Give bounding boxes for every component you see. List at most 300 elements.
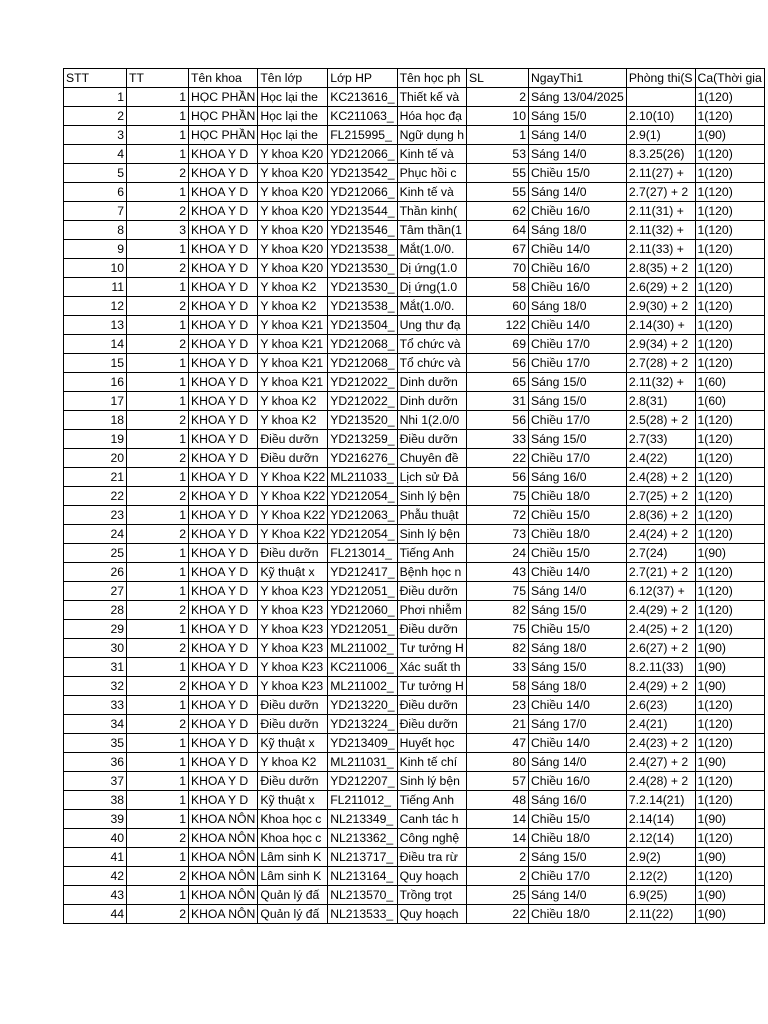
cell-ca-thi[interactable]: 1(120) [695,221,764,240]
cell-ca-thi[interactable]: 1(60) [695,373,764,392]
cell-phong-thi[interactable]: 2.9(2) [626,848,695,867]
cell-ten-lop[interactable]: Điều dưỡn [258,696,328,715]
cell-sl[interactable]: 53 [466,145,528,164]
cell-phong-thi[interactable]: 2.4(25) + 2 [626,620,695,639]
cell-ten-hoc-phan[interactable]: Công nghệ [397,829,466,848]
cell-tt[interactable]: 1 [127,88,189,107]
cell-ten-khoa[interactable]: KHOA Y D [189,715,258,734]
cell-sl[interactable]: 33 [466,430,528,449]
cell-lop-hp[interactable]: ML211031_ [328,753,397,772]
cell-tt[interactable]: 1 [127,107,189,126]
cell-sl[interactable]: 80 [466,753,528,772]
cell-ca-thi[interactable]: 1(120) [695,278,764,297]
cell-lop-hp[interactable]: YD213538_ [328,297,397,316]
cell-phong-thi[interactable]: 8.2.11(33) [626,658,695,677]
cell-lop-hp[interactable]: FL213014_ [328,544,397,563]
cell-stt[interactable]: 7 [64,202,127,221]
cell-phong-thi[interactable]: 8.3.25(26) [626,145,695,164]
header-sl[interactable]: SL [466,69,528,88]
cell-ngay-thi[interactable]: Chiều 16/0 [528,278,626,297]
cell-sl[interactable]: 2 [466,88,528,107]
cell-ten-lop[interactable]: Khoa học c [258,829,328,848]
cell-stt[interactable]: 16 [64,373,127,392]
cell-tt[interactable]: 1 [127,848,189,867]
cell-stt[interactable]: 13 [64,316,127,335]
cell-ten-khoa[interactable]: KHOA Y D [189,145,258,164]
cell-ngay-thi[interactable]: Sáng 15/0 [528,848,626,867]
cell-sl[interactable]: 1 [466,126,528,145]
cell-stt[interactable]: 3 [64,126,127,145]
cell-stt[interactable]: 15 [64,354,127,373]
cell-ngay-thi[interactable]: Sáng 13/04/2025 [528,88,626,107]
header-ten-khoa[interactable]: Tên khoa [189,69,258,88]
cell-ten-khoa[interactable]: KHOA Y D [189,563,258,582]
cell-sl[interactable]: 64 [466,221,528,240]
cell-ten-khoa[interactable]: KHOA NÔN [189,810,258,829]
cell-ten-hoc-phan[interactable]: Dinh dưỡn [397,392,466,411]
cell-ca-thi[interactable]: 1(120) [695,316,764,335]
cell-ca-thi[interactable]: 1(120) [695,354,764,373]
cell-ca-thi[interactable]: 1(90) [695,753,764,772]
cell-ten-khoa[interactable]: KHOA Y D [189,544,258,563]
cell-ten-hoc-phan[interactable]: Điều dưỡn [397,715,466,734]
cell-tt[interactable]: 1 [127,734,189,753]
cell-stt[interactable]: 42 [64,867,127,886]
cell-ca-thi[interactable]: 1(120) [695,715,764,734]
cell-sl[interactable]: 62 [466,202,528,221]
cell-ngay-thi[interactable]: Sáng 16/0 [528,791,626,810]
cell-ten-hoc-phan[interactable]: Trồng trọt [397,886,466,905]
cell-lop-hp[interactable]: YD212068_ [328,335,397,354]
cell-ten-khoa[interactable]: KHOA Y D [189,202,258,221]
cell-ten-lop[interactable]: Y khoa K20 [258,145,328,164]
cell-ca-thi[interactable]: 1(90) [695,886,764,905]
cell-tt[interactable]: 2 [127,487,189,506]
cell-ngay-thi[interactable]: Sáng 16/0 [528,468,626,487]
cell-ca-thi[interactable]: 1(90) [695,544,764,563]
cell-stt[interactable]: 5 [64,164,127,183]
cell-sl[interactable]: 73 [466,525,528,544]
cell-ngay-thi[interactable]: Sáng 14/0 [528,126,626,145]
cell-ten-khoa[interactable]: KHOA Y D [189,734,258,753]
cell-tt[interactable]: 1 [127,145,189,164]
cell-phong-thi[interactable]: 2.8(35) + 2 [626,259,695,278]
cell-stt[interactable]: 28 [64,601,127,620]
cell-tt[interactable]: 3 [127,221,189,240]
cell-tt[interactable]: 1 [127,373,189,392]
header-stt[interactable]: STT [64,69,127,88]
cell-tt[interactable]: 1 [127,753,189,772]
cell-stt[interactable]: 10 [64,259,127,278]
cell-ten-hoc-phan[interactable]: Kinh tế và [397,183,466,202]
cell-phong-thi[interactable]: 2.7(21) + 2 [626,563,695,582]
cell-ten-hoc-phan[interactable]: Điều dưỡn [397,620,466,639]
cell-lop-hp[interactable]: YD212022_ [328,392,397,411]
cell-ten-lop[interactable]: Y Khoa K22 [258,468,328,487]
cell-stt[interactable]: 12 [64,297,127,316]
cell-ten-lop[interactable]: Y khoa K2 [258,297,328,316]
cell-sl[interactable]: 31 [466,392,528,411]
cell-stt[interactable]: 18 [64,411,127,430]
cell-phong-thi[interactable]: 2.6(29) + 2 [626,278,695,297]
cell-ten-khoa[interactable]: HỌC PHẦN [189,88,258,107]
cell-sl[interactable]: 56 [466,411,528,430]
cell-ngay-thi[interactable]: Chiều 17/0 [528,449,626,468]
cell-tt[interactable]: 1 [127,430,189,449]
cell-sl[interactable]: 33 [466,658,528,677]
cell-ten-khoa[interactable]: KHOA Y D [189,240,258,259]
cell-ten-khoa[interactable]: KHOA Y D [189,658,258,677]
cell-tt[interactable]: 1 [127,772,189,791]
cell-ten-hoc-phan[interactable]: Sinh lý bện [397,525,466,544]
cell-lop-hp[interactable]: KC211006_ [328,658,397,677]
cell-ten-lop[interactable]: Y khoa K23 [258,677,328,696]
cell-ten-lop[interactable]: Điều dưỡn [258,544,328,563]
cell-sl[interactable]: 24 [466,544,528,563]
cell-ngay-thi[interactable]: Sáng 15/0 [528,373,626,392]
cell-stt[interactable]: 24 [64,525,127,544]
cell-stt[interactable]: 17 [64,392,127,411]
cell-ngay-thi[interactable]: Sáng 14/0 [528,582,626,601]
cell-tt[interactable]: 2 [127,867,189,886]
cell-ten-khoa[interactable]: KHOA Y D [189,373,258,392]
cell-stt[interactable]: 43 [64,886,127,905]
cell-ca-thi[interactable]: 1(90) [695,848,764,867]
cell-ten-lop[interactable]: Kỹ thuật x [258,563,328,582]
cell-ten-lop[interactable]: Điều dưỡn [258,772,328,791]
cell-ten-lop[interactable]: Y khoa K2 [258,411,328,430]
cell-tt[interactable]: 1 [127,316,189,335]
cell-ten-lop[interactable]: Lâm sinh K [258,867,328,886]
cell-stt[interactable]: 8 [64,221,127,240]
cell-lop-hp[interactable]: YD212022_ [328,373,397,392]
cell-ten-khoa[interactable]: KHOA Y D [189,259,258,278]
cell-ten-khoa[interactable]: KHOA Y D [189,316,258,335]
cell-ten-hoc-phan[interactable]: Sinh lý bện [397,487,466,506]
cell-ca-thi[interactable]: 1(120) [695,468,764,487]
cell-ten-khoa[interactable]: KHOA Y D [189,639,258,658]
cell-ten-hoc-phan[interactable]: Tư tưởng H [397,639,466,658]
cell-phong-thi[interactable]: 2.4(21) [626,715,695,734]
cell-ngay-thi[interactable]: Chiều 15/0 [528,810,626,829]
cell-lop-hp[interactable]: NL213362_ [328,829,397,848]
header-ten-hoc-phan[interactable]: Tên học ph [397,69,466,88]
cell-ngay-thi[interactable]: Sáng 14/0 [528,886,626,905]
cell-stt[interactable]: 44 [64,905,127,924]
cell-ca-thi[interactable]: 1(120) [695,88,764,107]
cell-phong-thi[interactable]: 2.8(36) + 2 [626,506,695,525]
cell-sl[interactable]: 2 [466,867,528,886]
cell-stt[interactable]: 1 [64,88,127,107]
cell-ngay-thi[interactable]: Chiều 14/0 [528,734,626,753]
cell-phong-thi[interactable]: 2.4(28) + 2 [626,772,695,791]
cell-tt[interactable]: 2 [127,202,189,221]
cell-ten-lop[interactable]: Điều dưỡn [258,430,328,449]
cell-phong-thi[interactable]: 2.14(14) [626,810,695,829]
cell-ten-khoa[interactable]: KHOA Y D [189,791,258,810]
cell-ca-thi[interactable]: 1(120) [695,601,764,620]
cell-ten-khoa[interactable]: KHOA Y D [189,335,258,354]
cell-lop-hp[interactable]: YD213504_ [328,316,397,335]
cell-ten-lop[interactable]: Y khoa K23 [258,620,328,639]
cell-ten-hoc-phan[interactable]: Thần kinh( [397,202,466,221]
cell-phong-thi[interactable]: 2.11(32) + [626,373,695,392]
cell-phong-thi[interactable]: 2.11(27) + [626,164,695,183]
cell-ngay-thi[interactable]: Chiều 15/0 [528,544,626,563]
cell-lop-hp[interactable]: FL211012_ [328,791,397,810]
cell-ten-hoc-phan[interactable]: Xác suất th [397,658,466,677]
cell-lop-hp[interactable]: YD212066_ [328,183,397,202]
cell-lop-hp[interactable]: KC211063_ [328,107,397,126]
cell-phong-thi[interactable]: 2.6(27) + 2 [626,639,695,658]
cell-ca-thi[interactable]: 1(120) [695,829,764,848]
cell-phong-thi[interactable]: 6.12(37) + [626,582,695,601]
cell-ca-thi[interactable]: 1(120) [695,734,764,753]
cell-ca-thi[interactable]: 1(120) [695,411,764,430]
cell-tt[interactable]: 1 [127,810,189,829]
cell-stt[interactable]: 4 [64,145,127,164]
cell-phong-thi[interactable]: 2.6(23) [626,696,695,715]
cell-ngay-thi[interactable]: Chiều 14/0 [528,240,626,259]
cell-ten-hoc-phan[interactable]: Thiết kế và [397,88,466,107]
cell-ngay-thi[interactable]: Chiều 17/0 [528,411,626,430]
cell-ten-khoa[interactable]: KHOA Y D [189,582,258,601]
cell-tt[interactable]: 2 [127,335,189,354]
cell-ngay-thi[interactable]: Sáng 17/0 [528,715,626,734]
cell-tt[interactable]: 2 [127,297,189,316]
cell-phong-thi[interactable]: 2.11(22) [626,905,695,924]
cell-phong-thi[interactable]: 6.9(25) [626,886,695,905]
cell-tt[interactable]: 1 [127,240,189,259]
cell-ngay-thi[interactable]: Sáng 14/0 [528,183,626,202]
header-ten-lop[interactable]: Tên lớp [258,69,328,88]
cell-stt[interactable]: 6 [64,183,127,202]
cell-ten-hoc-phan[interactable]: Kinh tế và [397,145,466,164]
cell-ten-hoc-phan[interactable]: Điều dưỡn [397,582,466,601]
cell-phong-thi[interactable]: 2.4(22) [626,449,695,468]
cell-sl[interactable]: 75 [466,620,528,639]
cell-ca-thi[interactable]: 1(90) [695,658,764,677]
cell-ca-thi[interactable]: 1(90) [695,905,764,924]
cell-tt[interactable]: 1 [127,582,189,601]
cell-sl[interactable]: 48 [466,791,528,810]
cell-stt[interactable]: 39 [64,810,127,829]
cell-ngay-thi[interactable]: Chiều 17/0 [528,354,626,373]
cell-ten-lop[interactable]: Y khoa K23 [258,658,328,677]
cell-lop-hp[interactable]: YD213520_ [328,411,397,430]
cell-phong-thi[interactable]: 2.14(30) + [626,316,695,335]
cell-lop-hp[interactable]: YD213409_ [328,734,397,753]
cell-stt[interactable]: 2 [64,107,127,126]
cell-ten-lop[interactable]: Kỹ thuật x [258,791,328,810]
cell-tt[interactable]: 2 [127,259,189,278]
cell-ca-thi[interactable]: 1(120) [695,335,764,354]
cell-ten-khoa[interactable]: KHOA Y D [189,506,258,525]
cell-phong-thi[interactable]: 2.4(28) + 2 [626,468,695,487]
cell-tt[interactable]: 1 [127,886,189,905]
cell-ca-thi[interactable]: 1(120) [695,297,764,316]
cell-ten-khoa[interactable]: KHOA Y D [189,411,258,430]
cell-ten-lop[interactable]: Học lại the [258,126,328,145]
cell-tt[interactable]: 2 [127,715,189,734]
cell-ten-hoc-phan[interactable]: Tổ chức và [397,354,466,373]
cell-lop-hp[interactable]: YD213538_ [328,240,397,259]
cell-sl[interactable]: 23 [466,696,528,715]
cell-sl[interactable]: 65 [466,373,528,392]
cell-ten-khoa[interactable]: KHOA NÔN [189,905,258,924]
cell-ca-thi[interactable]: 1(90) [695,677,764,696]
cell-ten-lop[interactable]: Y khoa K2 [258,392,328,411]
cell-lop-hp[interactable]: YD212068_ [328,354,397,373]
cell-sl[interactable]: 56 [466,468,528,487]
cell-ngay-thi[interactable]: Sáng 18/0 [528,639,626,658]
cell-sl[interactable]: 58 [466,278,528,297]
cell-sl[interactable]: 58 [466,677,528,696]
cell-phong-thi[interactable]: 2.7(27) + 2 [626,183,695,202]
cell-sl[interactable]: 75 [466,487,528,506]
cell-ten-lop[interactable]: Y Khoa K22 [258,506,328,525]
cell-ngay-thi[interactable]: Chiều 18/0 [528,905,626,924]
cell-phong-thi[interactable]: 2.4(27) + 2 [626,753,695,772]
header-ngay-thi[interactable]: NgayThi1 [528,69,626,88]
cell-ngay-thi[interactable]: Sáng 14/0 [528,753,626,772]
cell-ten-hoc-phan[interactable]: Phẫu thuật [397,506,466,525]
cell-tt[interactable]: 1 [127,620,189,639]
cell-sl[interactable]: 122 [466,316,528,335]
cell-ngay-thi[interactable]: Chiều 16/0 [528,772,626,791]
header-lop-hp[interactable]: Lớp HP [328,69,397,88]
cell-lop-hp[interactable]: NL213570_ [328,886,397,905]
cell-ten-lop[interactable]: Y Khoa K22 [258,525,328,544]
cell-ten-lop[interactable]: Lâm sinh K [258,848,328,867]
cell-sl[interactable]: 2 [466,848,528,867]
cell-ten-hoc-phan[interactable]: Điều dưỡn [397,430,466,449]
cell-ngay-thi[interactable]: Sáng 15/0 [528,107,626,126]
cell-stt[interactable]: 33 [64,696,127,715]
cell-ca-thi[interactable]: 1(120) [695,563,764,582]
cell-lop-hp[interactable]: YD212051_ [328,582,397,601]
cell-stt[interactable]: 9 [64,240,127,259]
header-tt[interactable]: TT [127,69,189,88]
cell-sl[interactable]: 14 [466,829,528,848]
cell-ten-lop[interactable]: Y khoa K20 [258,259,328,278]
cell-sl[interactable]: 55 [466,164,528,183]
cell-phong-thi[interactable]: 2.4(23) + 2 [626,734,695,753]
cell-ten-hoc-phan[interactable]: Tâm thần(1 [397,221,466,240]
cell-ten-lop[interactable]: Y khoa K21 [258,335,328,354]
cell-sl[interactable]: 55 [466,183,528,202]
cell-lop-hp[interactable]: ML211002_ [328,677,397,696]
cell-tt[interactable]: 1 [127,658,189,677]
cell-ten-khoa[interactable]: KHOA Y D [189,601,258,620]
cell-ten-khoa[interactable]: KHOA Y D [189,696,258,715]
cell-lop-hp[interactable]: YD216276_ [328,449,397,468]
cell-sl[interactable]: 82 [466,601,528,620]
cell-ten-hoc-phan[interactable]: Chuyên đề [397,449,466,468]
cell-ten-lop[interactable]: Kỹ thuật x [258,734,328,753]
cell-ten-lop[interactable]: Khoa học c [258,810,328,829]
cell-tt[interactable]: 2 [127,449,189,468]
cell-ca-thi[interactable]: 1(120) [695,487,764,506]
cell-lop-hp[interactable]: YD212054_ [328,487,397,506]
cell-phong-thi[interactable]: 2.4(24) + 2 [626,525,695,544]
cell-tt[interactable]: 2 [127,905,189,924]
cell-ngay-thi[interactable]: Sáng 15/0 [528,658,626,677]
cell-ten-khoa[interactable]: KHOA Y D [189,183,258,202]
cell-tt[interactable]: 2 [127,601,189,620]
cell-ten-hoc-phan[interactable]: Phơi nhiễm [397,601,466,620]
cell-ngay-thi[interactable]: Sáng 15/0 [528,601,626,620]
cell-ten-hoc-phan[interactable]: Sinh lý bện [397,772,466,791]
cell-ten-hoc-phan[interactable]: Mắt(1.0/0. [397,240,466,259]
cell-ten-hoc-phan[interactable]: Canh tác h [397,810,466,829]
cell-tt[interactable]: 2 [127,639,189,658]
cell-phong-thi[interactable]: 2.5(28) + 2 [626,411,695,430]
cell-ten-lop[interactable]: Điều dưỡn [258,715,328,734]
cell-ngay-thi[interactable]: Chiều 14/0 [528,316,626,335]
cell-ten-hoc-phan[interactable]: Ngữ dụng h [397,126,466,145]
cell-ten-lop[interactable]: Y khoa K21 [258,316,328,335]
cell-lop-hp[interactable]: YD213220_ [328,696,397,715]
cell-phong-thi[interactable]: 2.11(32) + [626,221,695,240]
cell-sl[interactable]: 25 [466,886,528,905]
cell-ca-thi[interactable]: 1(120) [695,202,764,221]
cell-ngay-thi[interactable]: Chiều 16/0 [528,259,626,278]
cell-phong-thi[interactable]: 2.9(34) + 2 [626,335,695,354]
cell-phong-thi[interactable] [626,88,695,107]
cell-lop-hp[interactable]: YD213224_ [328,715,397,734]
cell-phong-thi[interactable]: 7.2.14(21) [626,791,695,810]
cell-ten-lop[interactable]: Y khoa K20 [258,221,328,240]
cell-tt[interactable]: 1 [127,126,189,145]
cell-ten-lop[interactable]: Học lại the [258,107,328,126]
cell-lop-hp[interactable]: YD213546_ [328,221,397,240]
cell-tt[interactable]: 2 [127,411,189,430]
cell-lop-hp[interactable]: NL213717_ [328,848,397,867]
cell-stt[interactable]: 21 [64,468,127,487]
cell-phong-thi[interactable]: 2.12(2) [626,867,695,886]
cell-sl[interactable]: 14 [466,810,528,829]
cell-lop-hp[interactable]: KC213616_ [328,88,397,107]
cell-lop-hp[interactable]: NL213349_ [328,810,397,829]
cell-lop-hp[interactable]: NL213164_ [328,867,397,886]
cell-ca-thi[interactable]: 1(120) [695,430,764,449]
cell-sl[interactable]: 10 [466,107,528,126]
cell-tt[interactable]: 2 [127,677,189,696]
cell-stt[interactable]: 34 [64,715,127,734]
cell-lop-hp[interactable]: YD213530_ [328,259,397,278]
cell-lop-hp[interactable]: ML211033_ [328,468,397,487]
cell-stt[interactable]: 41 [64,848,127,867]
cell-ten-lop[interactable]: Y khoa K20 [258,164,328,183]
cell-lop-hp[interactable]: YD213259_ [328,430,397,449]
cell-ten-lop[interactable]: Y khoa K20 [258,183,328,202]
cell-ten-lop[interactable]: Quản lý đấ [258,905,328,924]
cell-ten-hoc-phan[interactable]: Tư tưởng H [397,677,466,696]
cell-lop-hp[interactable]: YD213542_ [328,164,397,183]
cell-ngay-thi[interactable]: Sáng 18/0 [528,221,626,240]
cell-ca-thi[interactable]: 1(90) [695,810,764,829]
cell-ca-thi[interactable]: 1(120) [695,867,764,886]
cell-lop-hp[interactable]: NL213533_ [328,905,397,924]
cell-lop-hp[interactable]: YD213530_ [328,278,397,297]
cell-ten-hoc-phan[interactable]: Điều dưỡn [397,696,466,715]
cell-ten-hoc-phan[interactable]: Lịch sử Đả [397,468,466,487]
cell-sl[interactable]: 22 [466,905,528,924]
cell-ten-lop[interactable]: Y khoa K20 [258,202,328,221]
cell-tt[interactable]: 1 [127,791,189,810]
cell-ten-khoa[interactable]: KHOA Y D [189,753,258,772]
